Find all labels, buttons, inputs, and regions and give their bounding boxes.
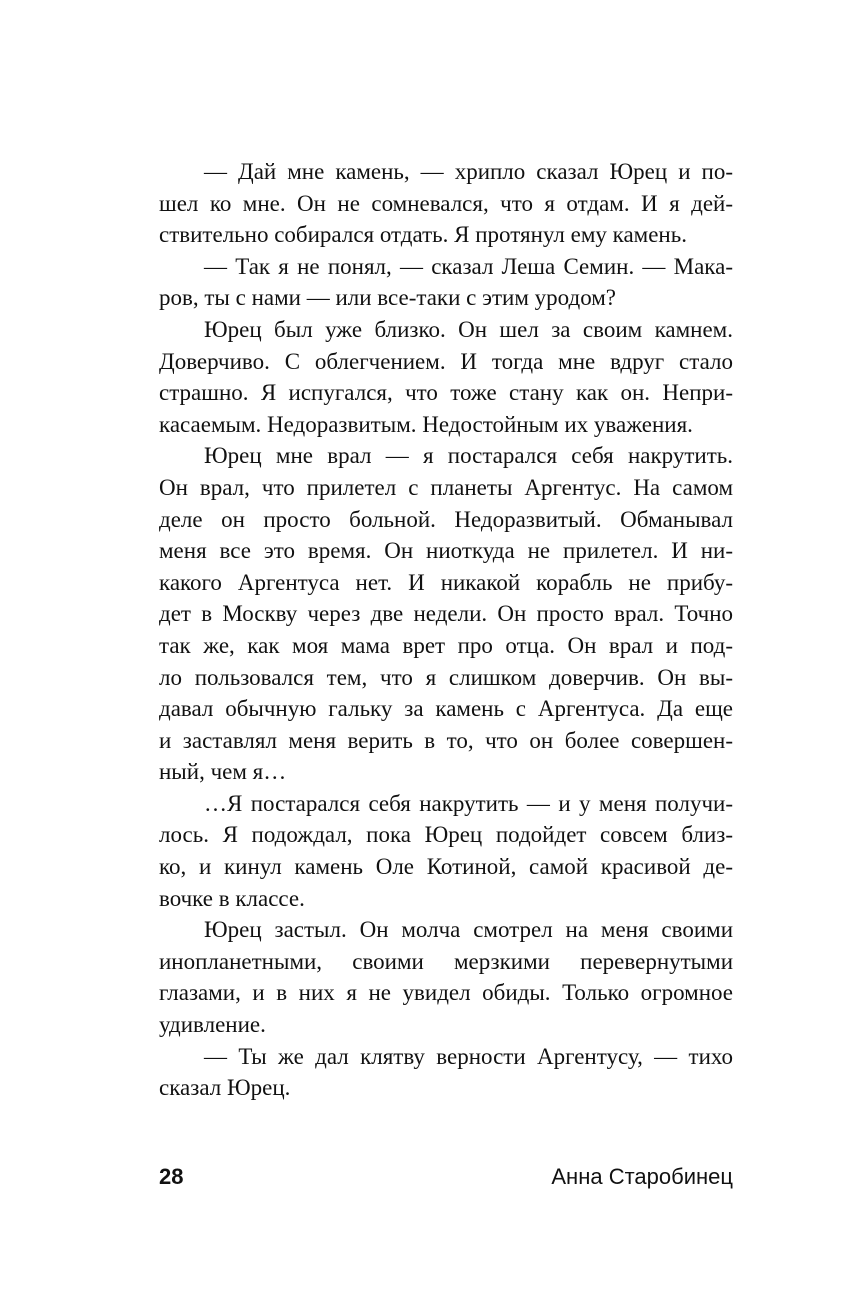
paragraph [159,251,733,314]
text-line: ло пользовался тем, что я слишком доверчив. Он вы- [159,664,733,690]
text-line: ров, ты с нами — или все-таки с этим уродом? [159,285,617,311]
text-line: лось. Я подождал, пока Юрец подойдет совсем близ- [159,822,733,848]
text-line: страшно. Я испугался, что тоже стану как он. Непри- [159,380,733,406]
running-footer-author: Анна Старобинец [551,1164,733,1189]
text-line: меня все это время. Он ниоткуда не прилетел. И ни- [159,538,733,564]
paragraph [159,788,733,914]
paragraph [159,314,733,440]
text-line: вочке в классе. [159,885,305,911]
text-line: удивление. [159,1012,266,1038]
text-line: какого Аргентуса нет. И никакой корабль не прибу- [159,569,733,595]
text-line: давал обычную гальку за камень с Аргентуса. Да еще [159,696,733,722]
text-line: Доверчиво. С облегчением. И тогда мне вдруг стало [159,348,733,374]
text-line: …Я постарался себя накрутить — и у меня получи- [204,790,733,816]
text-line: Юрец застыл. Он молча смотрел на меня своими [204,917,733,943]
paragraph [159,440,733,788]
page-footer [159,1160,733,1194]
text-line: ный, чем я… [159,759,287,785]
text-line: так же, как моя мама врет про отца. Он врал и под- [159,632,733,658]
text-line: касаемым. Недоразвитым. Недостойным их уважения. [159,411,693,437]
body-text [159,156,733,1104]
text-line: Юрец мне врал — я постарался себя накрутить. [204,443,733,469]
text-line: шел ко мне. Он не сомневался, что я отдам. И я дей- [159,190,733,216]
text-line: дет в Москву через две недели. Он просто врал. Точно [159,601,733,627]
text-line: — Ты же дал клятву верности Аргентусу, — тихо [204,1043,733,1069]
text-line: — Дай мне камень, — хрипло сказал Юрец и по- [204,159,733,184]
text-line: деле он просто больной. Недоразвитый. Обманывал [159,506,733,532]
text-line: — Так я не понял, — сказал Леша Семин. — Мака- [204,253,733,279]
text-line: глазами, и в них я не увидел обиды. Только огромное [159,980,733,1006]
page-number: 28 [159,1164,184,1189]
paragraph [159,156,733,251]
paragraph [159,914,733,1040]
text-line: и заставлял меня верить в то, что он более совершен- [159,727,733,753]
text-line: Он врал, что прилетел с планеты Аргентус. На самом [159,474,733,500]
text-line: Юрец был уже близко. Он шел за своим камнем. [204,316,733,342]
text-line: ко, и кинул камень Оле Котиной, самой красивой де- [159,854,733,880]
text-line: ствительно собирался отдать. Я протянул ему камень. [159,222,687,248]
text-line: инопланетными, своими мерзкими перевернутыми [159,948,733,974]
text-line: сказал Юрец. [159,1075,291,1101]
paragraph [159,1041,733,1104]
